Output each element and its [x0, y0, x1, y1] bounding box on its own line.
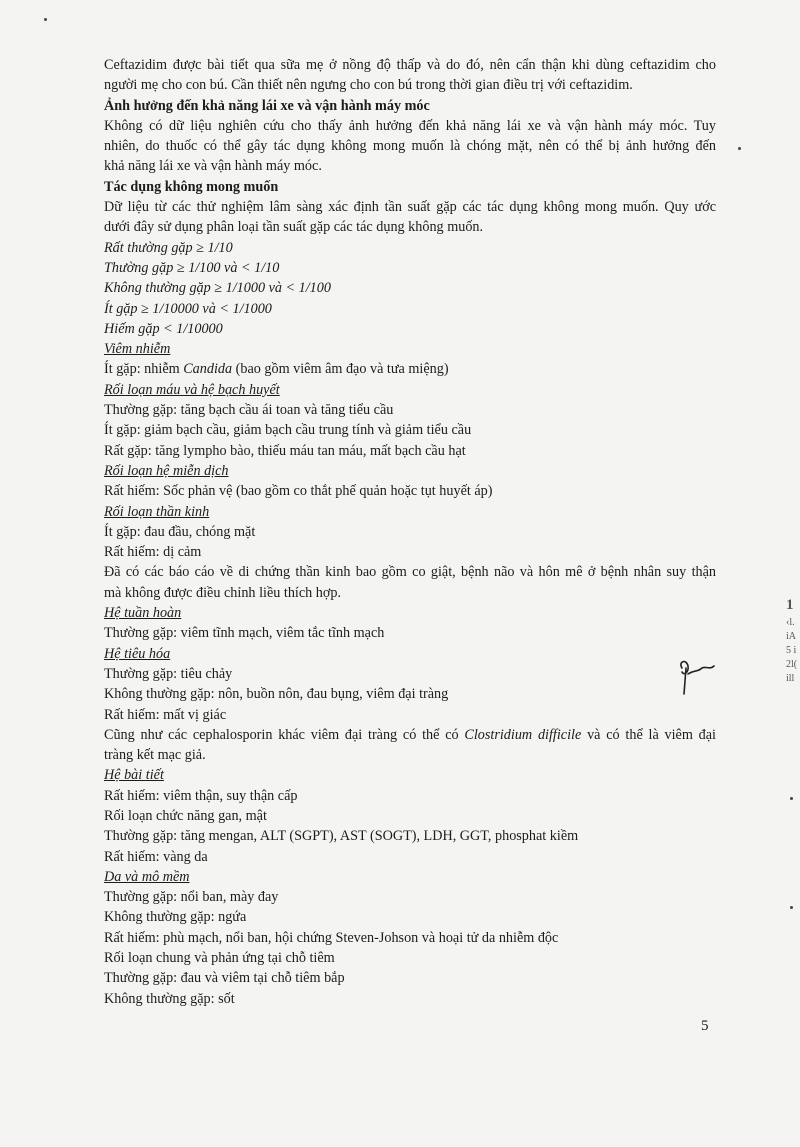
italic-term: Clostridium difficile: [464, 726, 582, 743]
subsection-heading: Viêm nhiễm: [104, 341, 171, 358]
text-line: người mẹ cho con bú. Cần thiết nên ngưng cho con bú trong thời gian điều trị với ceftazidim.: [104, 77, 633, 94]
text-line: Ceftazidim được bài tiết qua sữa mẹ ở nồng độ thấp và do đó, nên cẩn thận khi dùng ceftazidim cho: [104, 57, 716, 73]
scan-speck: [738, 147, 741, 150]
page-number: 5: [701, 1018, 709, 1034]
handwritten-signature: [668, 654, 718, 698]
section-heading: Tác dụng không mong muốn: [104, 178, 279, 195]
section-heading: Ảnh hưởng đến khả năng lái xe và vận hành máy móc: [104, 97, 430, 114]
margin-mark: 5 i: [786, 645, 797, 656]
text-line: Rất hiếm: vàng da: [104, 848, 208, 865]
subsection-heading: Hệ bài tiết: [104, 767, 164, 784]
subsection-heading: Hiếm gặp < 1/10000: [104, 320, 223, 337]
text-line: Rối loạn chức năng gan, mật: [104, 807, 267, 824]
text-line: Không thường gặp: sốt: [104, 990, 235, 1007]
text-line: Thường gặp: nổi ban, mày đay: [104, 889, 279, 906]
text-line: nhiên, do thuốc có thể gây tác dụng không mong muốn là chóng mặt, nên có thể bị ảnh hưởng đến: [104, 138, 716, 155]
text-line: tràng kết mạc giả.: [104, 747, 206, 764]
text-line: dưới đây sử dụng phân loại tần suất gặp các tác dụng không muốn.: [104, 219, 484, 236]
subsection-heading: Hệ tuần hoàn: [104, 605, 182, 622]
document-body: [104, 55, 716, 1009]
margin-mark: 1: [786, 597, 794, 613]
subsection-heading: Rối loạn thần kinh: [104, 503, 210, 520]
subsection-heading: Rất thường gặp ≥ 1/10: [104, 239, 233, 256]
subsection-heading: Ít gặp ≥ 1/10000 và < 1/1000: [104, 300, 272, 317]
subsection-heading: Hệ tiêu hóa: [104, 645, 171, 662]
text-line: Rất hiếm: mất vị giác: [104, 706, 227, 723]
subsection-heading: Da và mô mềm: [104, 868, 190, 885]
text-line: Thường gặp: đau và viêm tại chỗ tiêm bắp: [104, 970, 345, 987]
text-line: Rất hiếm: dị cảm: [104, 544, 202, 561]
text-line: Rất hiếm: viêm thận, suy thận cấp: [104, 787, 298, 804]
margin-mark: 2l(: [786, 659, 798, 670]
text-line: khả năng lái xe và vận hành máy móc.: [104, 158, 322, 175]
text-line: mà không được điều chỉnh liều thích hợp.: [104, 584, 342, 601]
text-line: Cũng như các cephalosporin khác viêm đại tràng có thể có Clostridium difficile và có thể là viêm đại: [104, 726, 717, 743]
scan-speck: [44, 18, 47, 21]
text-line: Thường gặp: tăng mengan, ALT (SGPT), AST (SOGT), LDH, GGT, phosphat kiềm: [104, 828, 579, 845]
text-line: Rất hiếm: Sốc phản vệ (bao gồm co thắt phế quản hoặc tụt huyết áp): [104, 483, 493, 500]
margin-mark: ill: [786, 673, 795, 684]
text-line: Không thường gặp: nôn, buồn nôn, đau bụng, viêm đại tràng: [104, 686, 449, 703]
text-line: Ít gặp: giảm bạch cầu, giảm bạch cầu trung tính và giảm tiểu cầu: [104, 422, 472, 439]
text-line: Thường gặp: tăng bạch cầu ái toan và tăng tiểu cầu: [104, 402, 394, 419]
scan-speck: [790, 906, 793, 909]
margin-marks: [786, 598, 797, 686]
text-line: Đã có các báo cáo về di chứng thần kinh bao gồm co giật, bệnh não và hôn mê ở bệnh nhân suy thận: [104, 564, 716, 581]
margin-mark: ‹l.: [786, 617, 795, 628]
text-line: Rối loạn chung và phản ứng tại chỗ tiêm: [104, 950, 335, 967]
text-line: Thường gặp: tiêu chảy: [104, 665, 233, 682]
text-line: Dữ liệu từ các thử nghiệm lâm sàng xác định tần suất gặp các tác dụng không mong muốn. Quy ước: [104, 199, 716, 216]
text-line: Thường gặp: viêm tĩnh mạch, viêm tắc tĩnh mạch: [104, 625, 385, 642]
text-line: Rất gặp: tăng lympho bào, thiếu máu tan máu, mất bạch cầu hạt: [104, 442, 466, 459]
text-line: Ít gặp: nhiễm Candida (bao gồm viêm âm đạo và tưa miệng): [104, 361, 449, 378]
subsection-heading: Không thường gặp ≥ 1/1000 và < 1/100: [104, 280, 331, 297]
subsection-heading: Thường gặp ≥ 1/100 và < 1/10: [104, 259, 280, 276]
margin-mark: iA: [786, 631, 796, 642]
text-line: Rất hiếm: phù mạch, nổi ban, hội chứng Steven-Johson và hoại tử da nhiễm độc: [104, 929, 559, 946]
text-line: Ít gặp: đau đầu, chóng mặt: [104, 523, 256, 540]
text-line: Không thường gặp: ngứa: [104, 909, 247, 926]
subsection-heading: Rối loạn hệ miễn dịch: [104, 462, 229, 479]
subsection-heading: Rối loạn máu và hệ bạch huyết: [104, 381, 280, 398]
scan-speck: [790, 797, 793, 800]
italic-term: Candida: [183, 361, 233, 378]
text-line: Không có dữ liệu nghiên cứu cho thấy ảnh hưởng đến khả năng lái xe và vận hành máy móc. Tuy: [104, 117, 716, 134]
